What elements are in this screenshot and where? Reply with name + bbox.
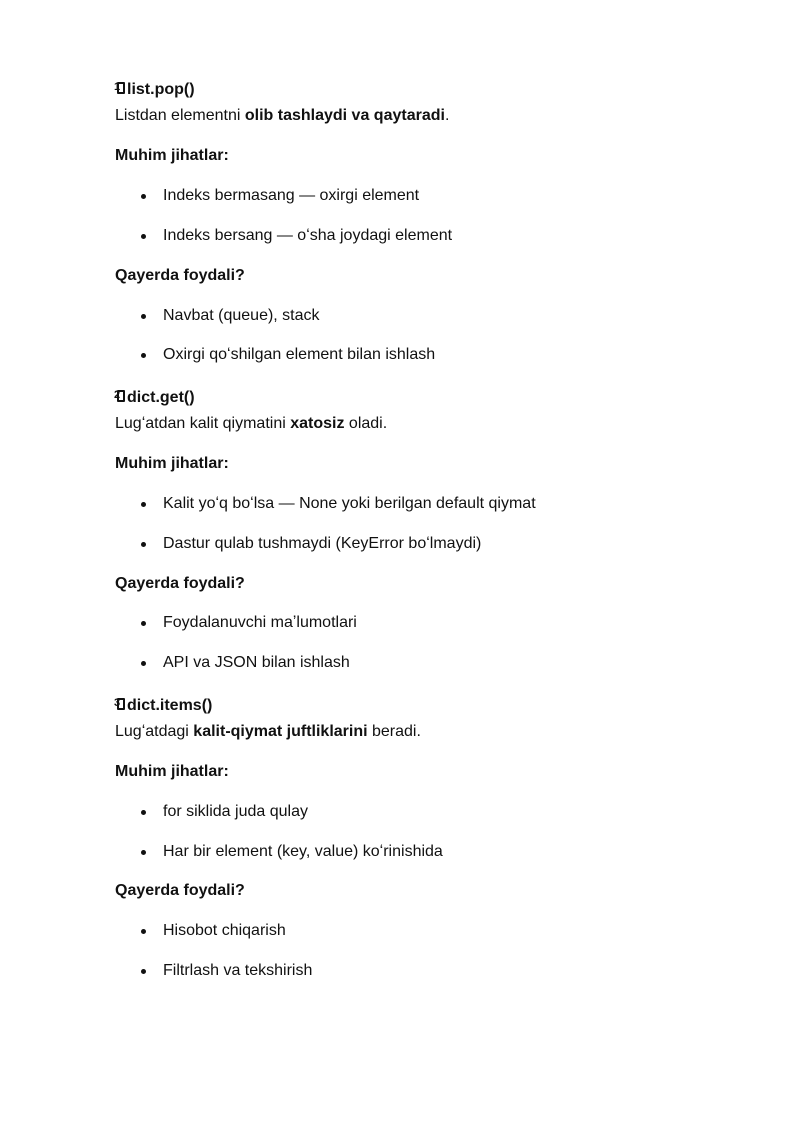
list-item: for siklida juda qulay [163, 803, 308, 820]
section-title: 3 dict.items() [114, 697, 213, 714]
section-title: 2 dict.get() [114, 389, 195, 406]
section-title: 1 list.pop() [114, 81, 195, 98]
list-item: Oxirgi qoʻshilgan element bilan ishlash [163, 346, 436, 363]
list-item: Navbat (queue), stack [163, 307, 320, 324]
list-item: API va JSON bilan ishlash [163, 654, 350, 671]
list-item: Kalit yoʻq boʻlsa — None yoki berilgan default qiymat [163, 495, 536, 512]
useful-heading: Qayerda foydali? [115, 882, 245, 899]
number-icon: 3 [115, 698, 127, 712]
list-item: Foydalanuvchi maʼlumotlari [163, 614, 357, 631]
useful-heading: Qayerda foydali? [115, 267, 245, 284]
important-heading: Muhim jihatlar: [115, 763, 229, 780]
number-icon: 1 [115, 82, 127, 96]
list-item: Filtrlash va tekshirish [163, 962, 313, 979]
important-heading: Muhim jihatlar: [115, 455, 229, 472]
list-item: Dastur qulab tushmaydi (KeyError boʻlmaydi) [163, 535, 482, 552]
section-description: Lugʻatdan kalit qiymatini xatosiz oladi. [115, 415, 388, 432]
list-item: Indeks bermasang — oxirgi element [163, 187, 420, 204]
list-item: Hisobot chiqarish [163, 922, 286, 939]
section-description: Listdan elementni olib tashlaydi va qaytaradi. [115, 107, 450, 124]
section-description: Lugʻatdagi kalit-qiymat juftliklarini beradi. [115, 723, 421, 740]
useful-heading: Qayerda foydali? [115, 575, 245, 592]
list-item: Har bir element (key, value) koʻrinishida [163, 843, 443, 860]
list-item: Indeks bersang — oʻsha joydagi element [163, 227, 453, 244]
important-heading: Muhim jihatlar: [115, 147, 229, 164]
number-icon: 2 [115, 390, 127, 404]
